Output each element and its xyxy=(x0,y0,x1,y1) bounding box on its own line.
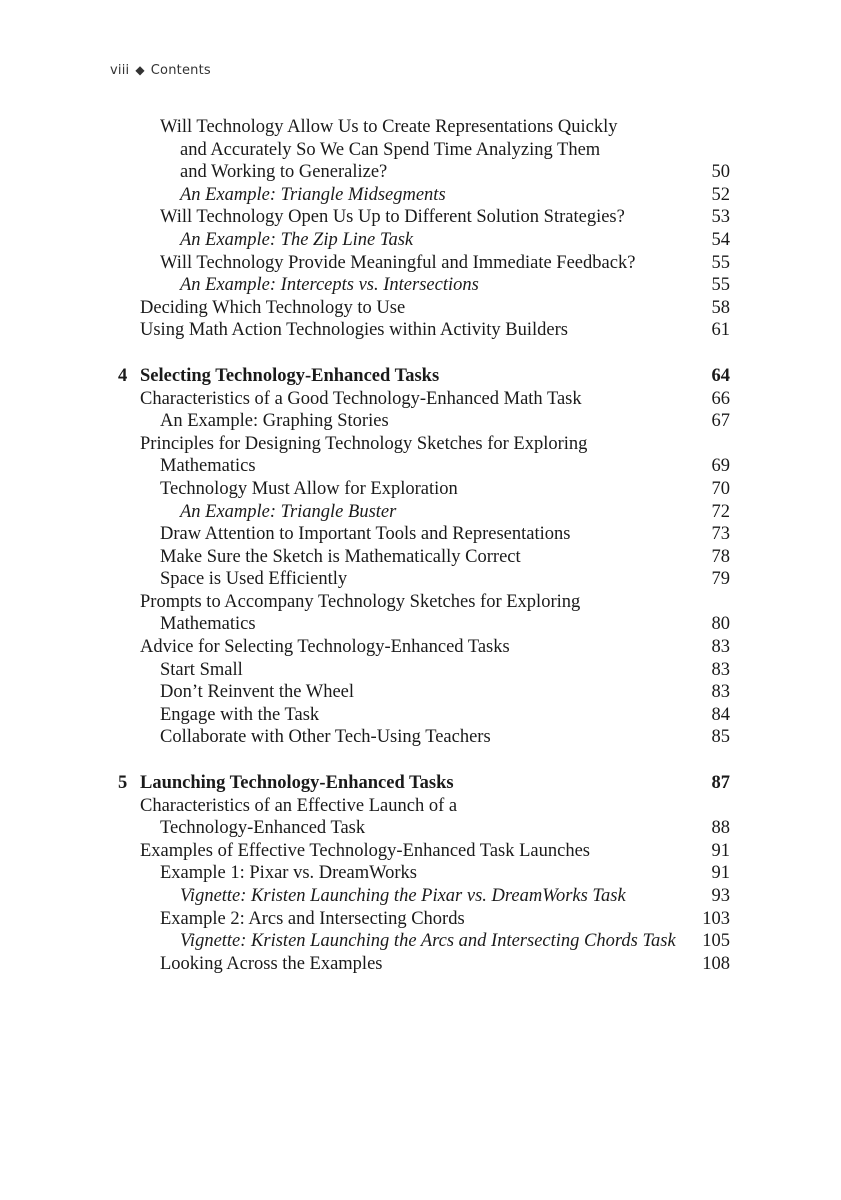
toc-entry[interactable] xyxy=(0,659,841,682)
toc-page-number: 64 xyxy=(711,365,730,386)
toc-entry-title: and Accurately So We Can Spend Time Analyzing Them xyxy=(180,139,601,160)
toc-entry[interactable] xyxy=(0,319,841,342)
toc-entry-title: An Example: Triangle Midsegments xyxy=(180,184,446,205)
toc-page-number: 88 xyxy=(711,818,730,839)
toc-entry-title: Launching Technology-Enhanced Tasks xyxy=(140,773,454,794)
toc-entry[interactable] xyxy=(0,591,841,614)
chapter-number: 5 xyxy=(118,773,128,794)
toc-entry-title: Advice for Selecting Technology-Enhanced Tasks xyxy=(140,637,510,658)
toc-entry[interactable] xyxy=(0,953,841,976)
toc-entry-title: Mathematics xyxy=(160,614,256,635)
table-of-contents xyxy=(0,116,841,975)
toc-entry-title: Example 2: Arcs and Intersecting Chords xyxy=(160,908,465,929)
toc-entry-title: Start Small xyxy=(160,659,243,680)
toc-entry-title: Will Technology Open Us Up to Different Solution Strategies? xyxy=(160,207,625,228)
toc-entry[interactable] xyxy=(0,862,841,885)
toc-entry[interactable] xyxy=(0,139,841,162)
toc-page-number: 83 xyxy=(711,637,730,658)
toc-entry[interactable] xyxy=(0,817,841,840)
toc-page-number: 79 xyxy=(711,569,730,590)
toc-page-number: 70 xyxy=(711,478,730,499)
toc-entry-title: Technology-Enhanced Task xyxy=(160,818,366,839)
toc-entry-title: Selecting Technology-Enhanced Tasks xyxy=(140,365,440,386)
toc-entry-title: Make Sure the Sketch is Mathematically Correct xyxy=(160,546,521,567)
toc-entry[interactable] xyxy=(0,274,841,297)
toc-gap xyxy=(0,342,841,365)
toc-entry-title: Mathematics xyxy=(160,456,256,477)
toc-entry[interactable] xyxy=(0,206,841,229)
toc-page-number: 103 xyxy=(702,908,730,929)
toc-entry-title: Principles for Designing Technology Sketches for Exploring xyxy=(140,433,588,454)
toc-entry[interactable] xyxy=(0,726,841,749)
toc-page-number: 91 xyxy=(711,840,730,861)
toc-entry[interactable] xyxy=(0,229,841,252)
toc-page-number: 55 xyxy=(711,275,730,296)
toc-entry-title: Prompts to Accompany Technology Sketches for Exploring xyxy=(140,591,581,612)
toc-entry[interactable] xyxy=(0,161,841,184)
toc-page-number: 80 xyxy=(711,614,730,635)
toc-entry-title: Examples of Effective Technology-Enhanced Task Launches xyxy=(140,840,590,861)
toc-page-number: 83 xyxy=(711,682,730,703)
toc-entry[interactable] xyxy=(0,184,841,207)
toc-page-number: 53 xyxy=(711,207,730,228)
toc-page-number: 66 xyxy=(711,388,730,409)
toc-entry-title: Vignette: Kristen Launching the Arcs and Intersecting Chords Task xyxy=(180,931,676,952)
toc-page-number: 105 xyxy=(702,931,730,952)
running-head xyxy=(110,63,211,78)
toc-chapter-entry[interactable] xyxy=(0,365,841,388)
toc-entry[interactable] xyxy=(0,930,841,953)
toc-entry-title: An Example: The Zip Line Task xyxy=(180,229,414,250)
toc-page-number: 84 xyxy=(711,704,730,725)
toc-gap xyxy=(0,749,841,772)
toc-entry-title: Technology Must Allow for Exploration xyxy=(160,478,458,499)
toc-entry[interactable] xyxy=(0,523,841,546)
toc-page-number: 108 xyxy=(702,953,730,974)
toc-entry-title: Vignette: Kristen Launching the Pixar vs. DreamWorks Task xyxy=(180,886,626,906)
toc-entry[interactable] xyxy=(0,455,841,478)
toc-entry[interactable] xyxy=(0,433,841,456)
toc-page-number: 72 xyxy=(711,501,730,522)
toc-entry[interactable] xyxy=(0,116,841,139)
toc-entry[interactable] xyxy=(0,840,841,863)
toc-entry-title: Space is Used Efficiently xyxy=(160,569,348,590)
toc-entry-title: Deciding Which Technology to Use xyxy=(140,297,406,318)
toc-entry[interactable] xyxy=(0,795,841,818)
toc-entry[interactable] xyxy=(0,297,841,320)
toc-entry[interactable] xyxy=(0,704,841,727)
toc-entry-title: Looking Across the Examples xyxy=(160,953,383,974)
toc-entry-title: Example 1: Pixar vs. DreamWorks xyxy=(160,863,417,884)
toc-page-number: 69 xyxy=(711,456,730,477)
toc-entry[interactable] xyxy=(0,636,841,659)
toc-entry-title: Will Technology Allow Us to Create Representations Quickly xyxy=(160,117,618,137)
toc-entry-title: An Example: Graphing Stories xyxy=(160,411,389,432)
chapter-number: 4 xyxy=(118,365,128,386)
toc-page-number: 52 xyxy=(711,184,730,205)
toc-page-number: 83 xyxy=(711,659,730,680)
toc-entry[interactable] xyxy=(0,501,841,524)
toc-entry-title: Characteristics of an Effective Launch of a xyxy=(140,795,458,816)
toc-entry[interactable] xyxy=(0,478,841,501)
toc-page-number: 78 xyxy=(711,546,730,567)
toc-entry[interactable] xyxy=(0,546,841,569)
toc-entry-title: Engage with the Task xyxy=(160,704,320,725)
toc-entry[interactable] xyxy=(0,681,841,704)
toc-page-number: 93 xyxy=(711,886,730,906)
page-number: viii xyxy=(110,63,130,78)
toc-entry-title: Using Math Action Technologies within Activity Builders xyxy=(140,320,568,341)
toc-entry[interactable] xyxy=(0,252,841,275)
toc-entry[interactable] xyxy=(0,908,841,931)
toc-entry-title: Will Technology Provide Meaningful and Immediate Feedback? xyxy=(160,252,636,273)
toc-entry-title: and Working to Generalize? xyxy=(180,162,388,183)
toc-entry[interactable] xyxy=(0,613,841,636)
toc-page-number: 91 xyxy=(711,863,730,884)
toc-page-number: 55 xyxy=(711,252,730,273)
section-title: Contents xyxy=(150,63,211,78)
toc-page-number: 50 xyxy=(711,162,730,183)
toc-entry-title: An Example: Triangle Buster xyxy=(180,501,397,522)
toc-page-number: 87 xyxy=(711,773,730,794)
toc-page-number: 54 xyxy=(711,229,730,250)
toc-chapter-entry[interactable] xyxy=(0,772,841,795)
toc-entry-title: Characteristics of a Good Technology-Enhanced Math Task xyxy=(140,388,582,409)
diamond-separator-icon: ◆ xyxy=(135,63,145,77)
toc-entry-title: Draw Attention to Important Tools and Representations xyxy=(160,524,571,545)
toc-entry-title: An Example: Intercepts vs. Intersections xyxy=(180,275,479,296)
toc-entry-title: Don’t Reinvent the Wheel xyxy=(160,682,355,703)
toc-entry-title: Collaborate with Other Tech-Using Teachers xyxy=(160,727,491,748)
toc-page-number: 67 xyxy=(711,411,730,432)
toc-entry[interactable] xyxy=(0,388,841,411)
toc-entry[interactable] xyxy=(0,885,841,908)
toc-page-number: 61 xyxy=(711,320,730,341)
toc-page-number: 85 xyxy=(711,727,730,748)
toc-entry[interactable] xyxy=(0,568,841,591)
toc-entry[interactable] xyxy=(0,410,841,433)
toc-page-number: 73 xyxy=(711,524,730,545)
toc-page-number: 58 xyxy=(711,297,730,318)
